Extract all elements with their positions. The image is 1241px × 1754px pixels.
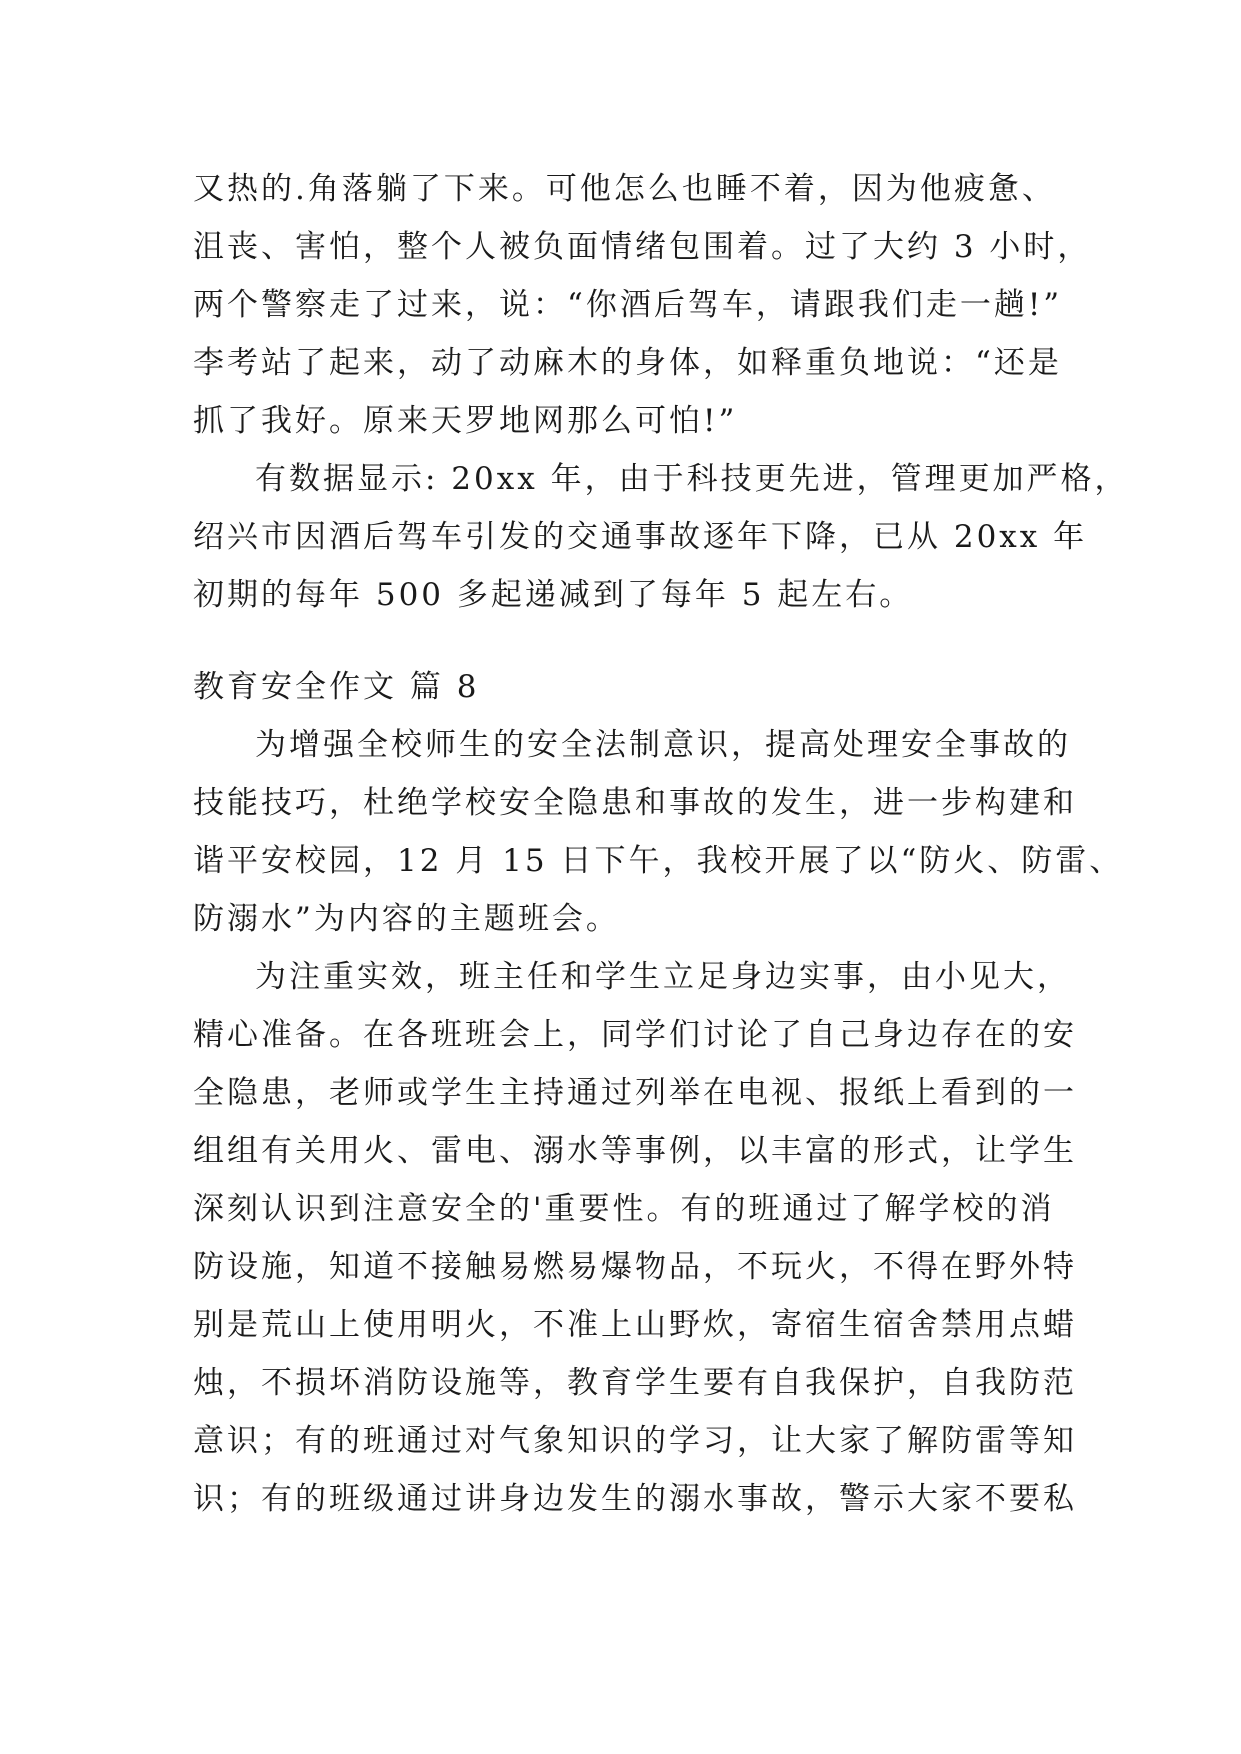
paragraph-line: 深刻认识到注意安全的'重要性。有的班通过了解学校的消 <box>193 1191 1055 1227</box>
paragraph-line: 为增强全校师生的安全法制意识，提高处理安全事故的 <box>255 727 1071 763</box>
paragraph-line: 组组有关用火、雷电、溺水等事例，以丰富的形式，让学生 <box>193 1133 1077 1169</box>
paragraph-line: 抓了我好。原来天罗地网那么可怕!” <box>193 403 738 439</box>
paragraph-line: 意识；有的班通过对气象知识的学习，让大家了解防雷等知 <box>193 1423 1077 1459</box>
paragraph-line: 绍兴市因酒后驾车引发的交通事故逐年下降，已从 20xx 年 <box>193 519 1088 555</box>
paragraph-line: 为注重实效，班主任和学生立足身边实事，由小见大， <box>255 959 1071 995</box>
paragraph-line: 别是荒山上使用明火，不准上山野炊，寄宿生宿舍禁用点蜡 <box>193 1307 1077 1343</box>
essay-continuation <box>193 160 1129 624</box>
paragraph-line: 防溺水”为内容的主题班会。 <box>193 901 620 937</box>
paragraph-line: 初期的每年 500 多起递减到了每年 5 起左右。 <box>193 577 914 613</box>
paragraph-line: 沮丧、害怕，整个人被负面情绪包围着。过了大约 3 小时， <box>193 229 1092 265</box>
paragraph-line: 识；有的班级通过讲身边发生的溺水事故，警示大家不要私 <box>193 1481 1077 1517</box>
paragraph-line: 精心准备。在各班班会上，同学们讨论了自己身边存在的安 <box>193 1017 1077 1053</box>
paragraph-line: 两个警察走了过来，说：“你酒后驾车，请跟我们走一趟!” <box>193 287 1063 323</box>
paragraph-line: 防设施，知道不接触易燃易爆物品，不玩火，不得在野外特 <box>193 1249 1077 1285</box>
paragraph-line: 烛，不损坏消防设施等，教育学生要有自我保护，自我防范 <box>193 1365 1077 1401</box>
paragraph-line: 技能技巧，杜绝学校安全隐患和事故的发生，进一步构建和 <box>193 785 1077 821</box>
paragraph-line: 谐平安校园，12 月 15 日下午，我校开展了以“防火、防雷、 <box>193 843 1124 879</box>
essay-section-8 <box>193 658 1124 1528</box>
paragraph-line: 全隐患，老师或学生主持通过列举在电视、报纸上看到的一 <box>193 1075 1077 1111</box>
paragraph-line: 有数据显示: 20xx 年，由于科技更先进，管理更加严格， <box>255 461 1129 497</box>
paragraph-line: 李考站了起来，动了动麻木的身体，如释重负地说：“还是 <box>193 345 1062 381</box>
paragraph-line: 又热的.角落躺了下来。可他怎么也睡不着，因为他疲惫、 <box>193 171 1056 207</box>
section-heading: 教育安全作文 篇 8 <box>193 669 480 705</box>
